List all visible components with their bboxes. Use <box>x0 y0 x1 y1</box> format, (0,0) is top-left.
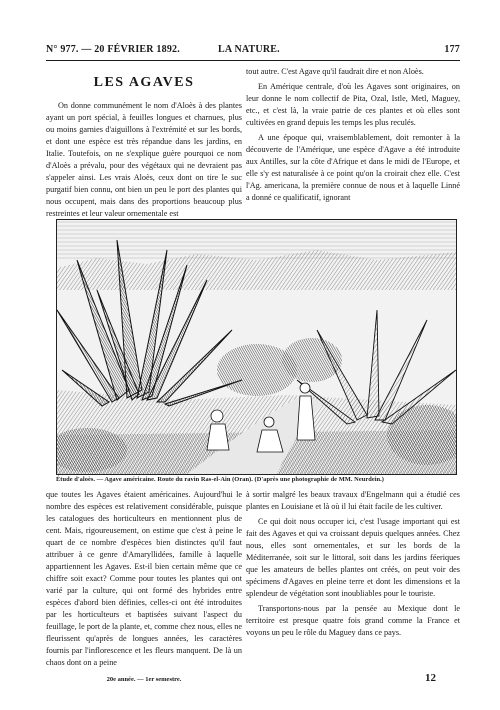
sheet-number: 12 <box>425 672 436 684</box>
paragraph: que toutes les Agaves étaient américaines. Aujourd'hui le nombre des espèces est relativement considérable, puisque les catalogues des horticulteurs en mentionnent plus de cent. Mais, rigoureusement, on estime que c'est à peine le quart de ce nombre d'espèces bien distinctes qu'il faut attribuer à ce genre d'Amaryllidées, famille à laquelle appartiennent les Agaves. Est-il bien certain même que ce chiffre soit exact? Comme pour toutes les plantes qui ont varié par la culture, qui ont formé des hybrides entre espèces d'abord bien définies, celles-ci ont été introduites par les horticulteurs et baptisées suivant l'aspect du feuillage, le port de la plante, et, comme chez nous, elles ne fleurissent qu'après de longues années, les caractères fournis par l'inflorescence et les fleurs manquent. De là un chaos dont on a peine <box>46 490 242 667</box>
journal-title: LA NATURE. <box>218 44 280 55</box>
paragraph: A une époque qui, vraisemblablement, doit remonter à la découverte de l'Amérique, une espèce d'Agave a été introduite aux Antilles, sur la côte d'Afrique et dans le midi de l'Europe, et elle s'y est naturalisée à ce point qu'on la croirait chez elle. C'est l'Ag. americana, la première connue de nous et à laquelle Linné a donné ce qualificatif, ignorant <box>246 133 460 202</box>
article-title: LES AGAVES <box>93 75 195 90</box>
column-left-top <box>46 100 242 220</box>
paragraph: Transportons-nous par la pensée au Mexique dont le territoire est presque quatre fois grand comme la France et voyons un peu le rôle du Maguey dans ce pays. <box>246 604 460 637</box>
paragraph: à sortir malgré les beaux travaux d'Engelmann qui a étudié ces plantes en Louisiane et là où il lui était facile de les cultiver. <box>246 490 460 511</box>
paragraph: On donne communément le nom d'Aloès à des plantes ayant un port spécial, à feuilles longues et charnues, plus ou moins garnies d'aiguillons à l'extrémité et sur les bords, et dont une espèce est très répandue dans les jardins, en Italie. Toutefois, on ne s'explique guère pourquoi ce nom d'Aloès a prévalu, pour des végétaux qui ne devraient pas s'appeler ainsi. Les vrais Aloès, ceux dont on tire le suc purgatif bien connu, ont bien un peu le port des plantes qui nous occupent, mais dans des proportions beaucoup plus restreintes et leur valeur ornementale est <box>46 101 242 218</box>
printer-signature: 20e année. — 1er semestre. <box>106 676 182 683</box>
agave-engraving <box>56 219 457 475</box>
column-right-bottom <box>246 489 460 639</box>
page-number: 177 <box>444 44 460 55</box>
issue-info: N° 977. — 20 FÉVRIER 1892. <box>46 44 180 55</box>
column-right-top <box>246 66 460 204</box>
paragraph: Ce qui doit nous occuper ici, c'est l'usage important qui est fait des Agaves et qui va croissant depuis quelques années. Chez nous, elles sont ornementales, et sur les bords de la Méditerranée, soit sur le littoral, soit dans les jardins féeriques que les amateurs de belles plantes ont créés, on peut voir des spécimens d'Agaves en pleine terre et dont les dimensions et la splendeur de végétation sont inoubliables pour le touriste. <box>246 517 460 598</box>
paragraph: tout autre. C'est Agave qu'il faudrait dire et non Aloès. <box>246 67 424 76</box>
column-left-bottom <box>46 489 242 669</box>
paragraph: En Amérique centrale, d'où les Agaves sont originaires, on leur donne le nom collectif de Pita, Ozal, Istle, Metl, Maguey, etc., et c'est là, la vraie patrie de ces plantes et où elles sont cultivées en grand depuis les temps les plus reculés. <box>246 82 460 127</box>
figure-caption: Étude d'aloès. — Agave américaine. Route du ravin Ras-el-Ain (Oran). (D'après une photographie de MM. Neurdein.) <box>56 476 384 483</box>
header-rule <box>46 60 460 61</box>
